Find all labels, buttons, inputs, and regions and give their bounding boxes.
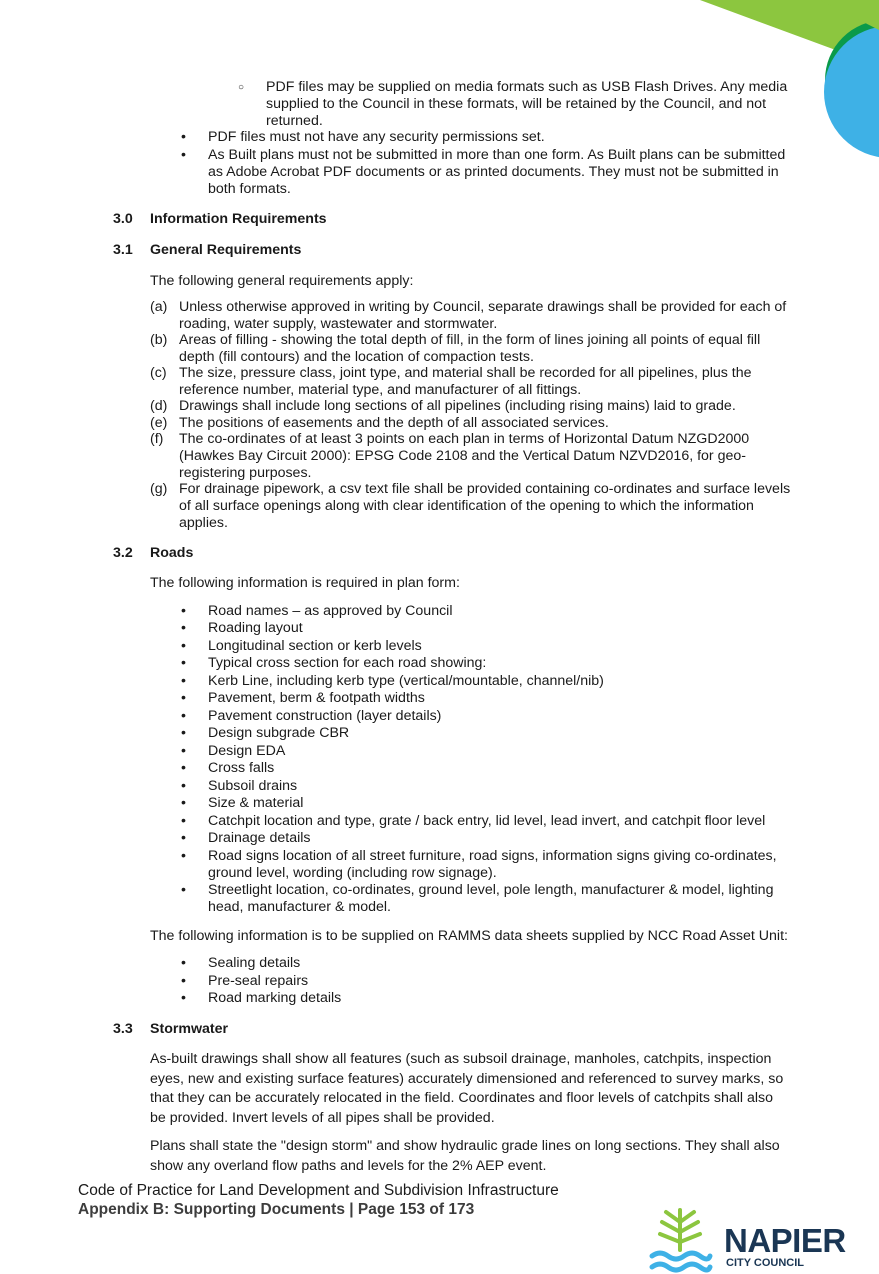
bullet-item <box>208 129 545 146</box>
section-number: 3.2 <box>113 545 133 561</box>
text-line: Drawings shall include long sections of all pipelines (including rising mains) laid to grade. <box>179 398 736 414</box>
section-heading: Information Requirements <box>150 211 327 227</box>
text-line: show any overland flow paths and levels for the 2% AEP event. <box>150 1157 547 1174</box>
section-intro: The following information is to be supplied on RAMMS data sheets supplied by NCC Road Asset Unit: <box>150 928 788 944</box>
text-line: The co-ordinates of at least 3 points on each plan in terms of Horizontal Datum NZGD2000 <box>179 431 750 447</box>
list-item <box>150 481 791 532</box>
list-label: (g) <box>150 481 168 497</box>
text-line: • Streetlight location, co-ordinates, ground level, pole length, manufacturer & model, lighting <box>208 882 774 898</box>
napier-logo <box>648 1200 868 1274</box>
text-line: • Size & material <box>208 795 304 811</box>
list-label: (f) <box>150 431 164 447</box>
text-line: roading, water supply, wastewater and stormwater. <box>179 316 498 332</box>
text-line: • Longitudinal section or kerb levels <box>208 638 422 654</box>
list-label: (c) <box>150 365 167 381</box>
list-item <box>150 365 752 399</box>
text-line: • As Built plans must not be submitted in more than one form. As Built plans can be submitted <box>208 147 786 163</box>
footer-title: Code of Practice for Land Development and Subdivision Infrastructure <box>78 1182 559 1199</box>
sub-bullet-item <box>266 79 787 130</box>
text-line: • Road signs location of all street furniture, road signs, information signs giving co-ordinates, <box>208 848 777 864</box>
bullet-item <box>208 955 300 972</box>
text-line: • Road names – as approved by Council <box>208 603 453 619</box>
logo-subtitle: CITY COUNCIL <box>726 1257 805 1269</box>
bullet-item <box>208 638 422 655</box>
bullet-item <box>208 990 341 1007</box>
bullet-item <box>208 690 425 707</box>
text-line: supplied to the Council in these formats, will be retained by the Council, and not <box>266 96 767 112</box>
text-line: • Design subgrade CBR <box>208 725 350 741</box>
bullet-item <box>208 778 297 795</box>
list-item <box>150 431 750 482</box>
text-line: As-built drawings shall show all features (such as subsoil drainage, manholes, catchpits, inspection <box>150 1051 772 1067</box>
bullet-item <box>208 973 308 990</box>
bullet-item <box>208 655 486 672</box>
text-line: • Cross falls <box>208 760 275 776</box>
text-line: • PDF files must not have any security permissions set. <box>208 129 545 145</box>
text-line: • Sealing details <box>208 955 301 971</box>
bullet-item <box>208 743 285 760</box>
section-intro: The following general requirements apply: <box>150 273 414 289</box>
text-line: depth (fill contours) and the location of compaction tests. <box>179 349 534 365</box>
text-line: • Road marking details <box>208 990 342 1006</box>
section-heading: General Requirements <box>150 242 302 258</box>
text-line: registering purposes. <box>179 465 312 481</box>
list-item <box>150 415 609 432</box>
text-line: both formats. <box>208 181 291 197</box>
text-line: • Drainage details <box>208 830 311 846</box>
text-line: returned. <box>266 113 323 129</box>
text-line: The size, pressure class, joint type, and material shall be recorded for all pipelines, plus the <box>179 365 752 381</box>
bullet-item <box>208 830 311 847</box>
text-line: For drainage pipework, a csv text file shall be provided containing co-ordinates and surface levels <box>179 481 791 497</box>
text-line: as Adobe Acrobat PDF documents or as printed documents. They must not be submitted in <box>208 164 779 180</box>
text-line: eyes, new and existing surface features) accurately dimensioned and referenced to survey marks, so <box>150 1070 784 1087</box>
text-line: • Pavement, berm & footpath widths <box>208 690 425 706</box>
text-line: Unless otherwise approved in writing by Council, separate drawings shall be provided for each of <box>179 299 787 315</box>
list-label: (d) <box>150 398 168 414</box>
paragraph <box>150 1050 783 1128</box>
bullet-item <box>208 882 773 916</box>
section-heading: Roads <box>150 545 194 561</box>
text-line: that they can be accurately relocated in the field. Coordinates and floor levels of catchpits shall also <box>150 1090 774 1106</box>
bullet-item <box>208 603 453 620</box>
text-line: • Subsoil drains <box>208 778 298 794</box>
section-number: 3.1 <box>113 242 133 258</box>
bullet-item <box>208 760 274 777</box>
text-line: (Hawkes Bay Circuit 2000): EPSG Code 2108 and the Vertical Datum NZVD2016, for geo- <box>179 448 746 464</box>
list-item <box>150 398 736 415</box>
section-number: 3.0 <box>113 211 133 227</box>
text-line: • Typical cross section for each road showing: <box>208 655 487 671</box>
text-line: • Catchpit location and type, grate / back entry, lid level, lead invert, and catchpit floor level <box>208 813 766 829</box>
footer-page-info: Appendix B: Supporting Documents | Page 153 of 173 <box>78 1201 475 1218</box>
text-line: • Pre-seal repairs <box>208 973 309 989</box>
bullet-item <box>208 848 777 882</box>
text-line: of all surface openings along with clear identification of the opening to which the information <box>179 498 754 514</box>
text-line: be provided. Invert levels of all pipes shall be provided. <box>150 1109 495 1126</box>
bullet-item <box>208 708 441 725</box>
text-line: • Roading layout <box>208 620 303 636</box>
list-label: (b) <box>150 332 168 348</box>
text-line: applies. <box>179 515 228 531</box>
paragraph <box>150 1137 780 1176</box>
logo-name: NAPIER <box>724 1222 846 1259</box>
text-line: • Design EDA <box>208 743 286 759</box>
section-intro: The following information is required in plan form: <box>150 575 460 591</box>
text-line: ○ PDF files may be supplied on media formats such as USB Flash Drives. Any media <box>266 79 788 95</box>
bullet-item <box>208 147 785 198</box>
text-line: Plans shall state the "design storm" and show hydraulic grade lines on long sections. They shall also <box>150 1138 780 1154</box>
bullet-item <box>208 813 765 830</box>
text-line: The positions of easements and the depth of all associated services. <box>179 415 609 431</box>
bullet-item <box>208 725 349 742</box>
text-line: • Kerb Line, including kerb type (vertical/mountable, channel/nib) <box>208 673 604 689</box>
text-line: Areas of filling - showing the total depth of fill, in the form of lines joining all points of equal fill <box>179 332 761 348</box>
bullet-item <box>208 795 303 812</box>
text-line: head, manufacturer & model. <box>208 899 391 915</box>
list-item <box>150 332 761 366</box>
text-line: • Pavement construction (layer details) <box>208 708 442 724</box>
list-label: (a) <box>150 299 168 315</box>
fern-wave-icon <box>648 1200 718 1274</box>
bullet-item <box>208 673 604 690</box>
section-heading: Stormwater <box>150 1021 229 1037</box>
text-line: ground level, wording (including row signage). <box>208 865 497 881</box>
bullet-item <box>208 620 303 637</box>
list-item <box>150 299 787 333</box>
list-label: (e) <box>150 415 168 431</box>
text-line: reference number, material type, and manufacturer of all fittings. <box>179 382 582 398</box>
section-number: 3.3 <box>113 1021 133 1037</box>
